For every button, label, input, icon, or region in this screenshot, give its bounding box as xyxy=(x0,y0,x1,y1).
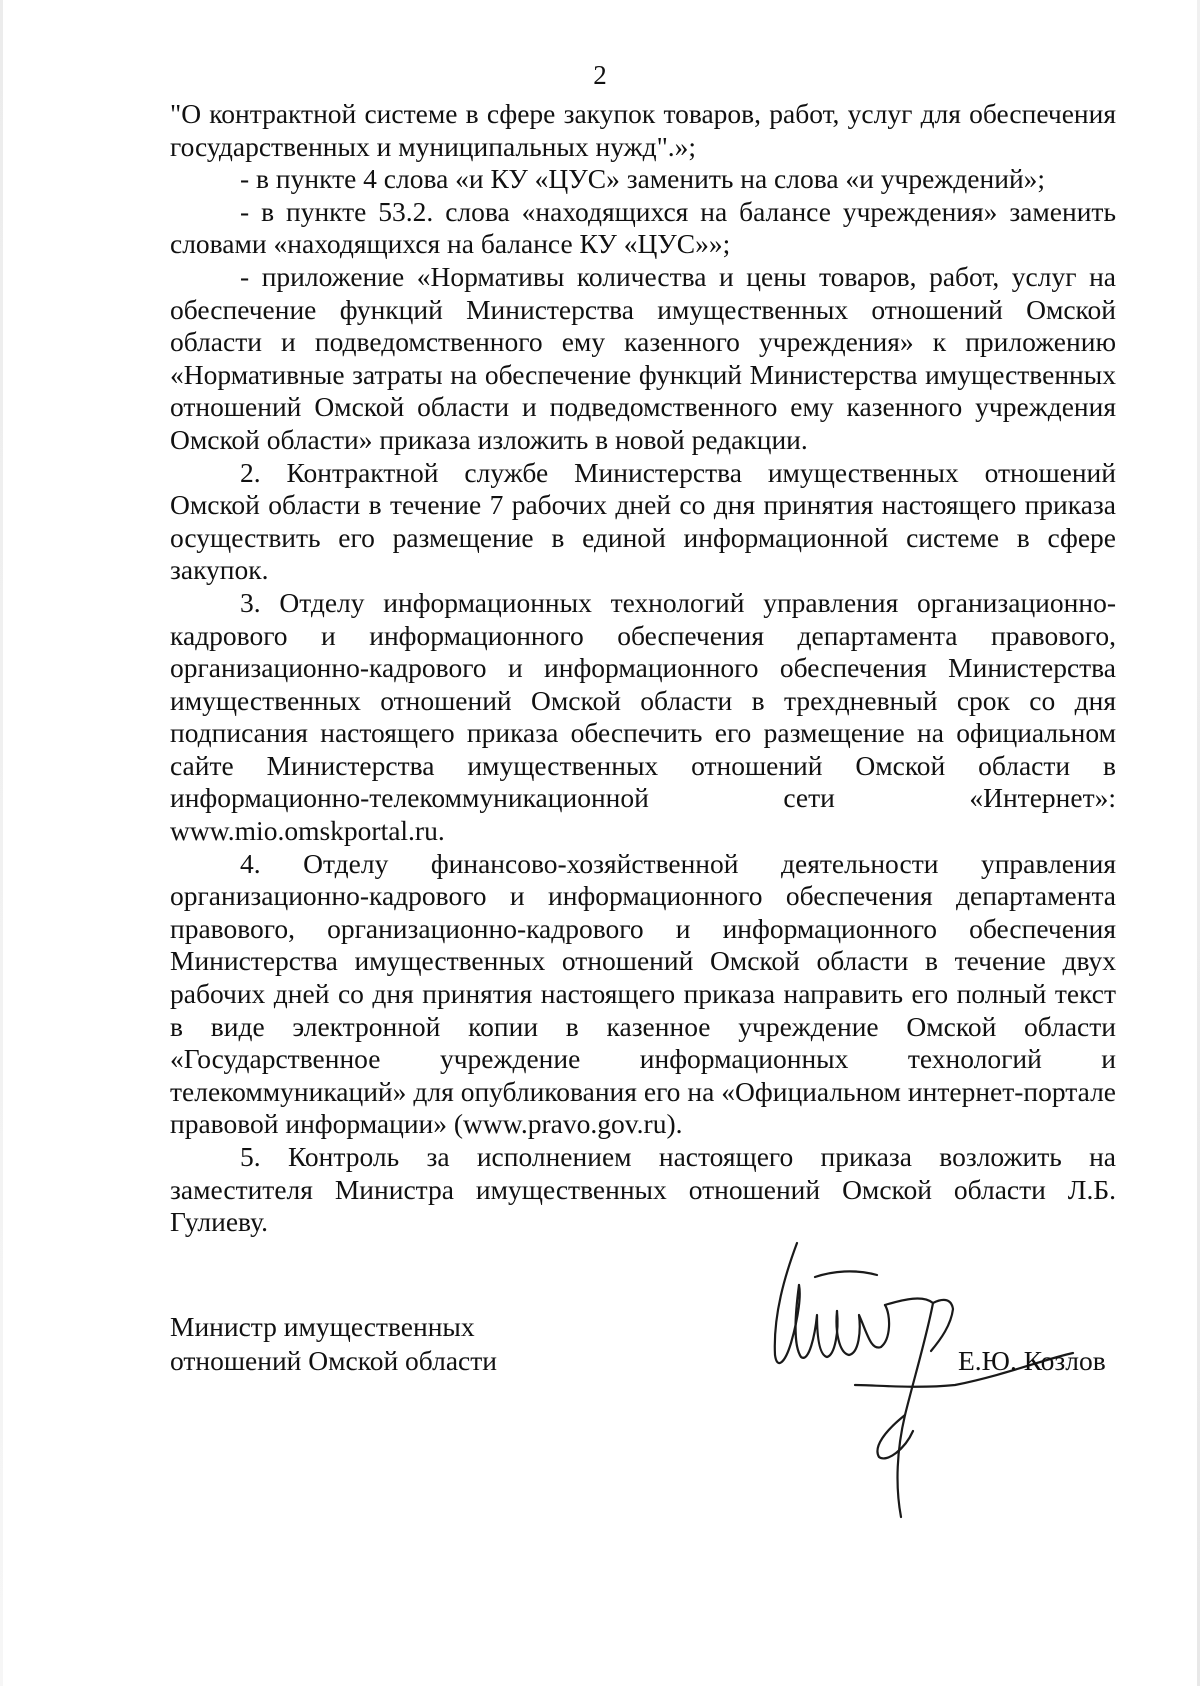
document-body xyxy=(170,98,1116,1239)
paragraph-item-53-2-change: - в пункте 53.2. слова «находящихся на балансе учреждения» заменить словами «находящихся на балансе КУ «ЦУС»»; xyxy=(170,195,1116,260)
signatory-title-line-2: отношений Омской области xyxy=(170,1345,497,1376)
paragraph-item-4-change: - в пункте 4 слова «и КУ «ЦУС» заменить на слова «и учреждений»; xyxy=(240,163,1046,195)
page-number: 2 xyxy=(593,60,607,90)
signatory-name: Е.Ю. Козлов xyxy=(958,1345,1106,1376)
paragraph-point-2: 2. Контрактной службе Министерства имущественных отношений Омской области в течение 7 рабочих дней со дня принятия настоящего приказа осуществить его размещение в единой информационной системе в сфере закупок. xyxy=(170,456,1116,586)
paragraph-point-4: 4. Отделу финансово-хозяйственной деятельности управления организационно-кадрового и информационного обеспечения департамента правового, организационно-кадрового и информационного обеспечения Министерства имущественных отношений Омской области в течение двух рабочих дней со дня принятия настоящего приказа направить его полный текст в виде электронной копии в казенное учреждение Омской области «Государственное учреждение информационных технологий и телекоммуникаций» для опубликования его на «Официальном интернет-портале правовой информации» (www.pravo.gov.ru). xyxy=(170,847,1116,1140)
signatory-title-line-1: Министр имущественных xyxy=(170,1311,475,1342)
paragraph-appendix-change: - приложение «Нормативы количества и цены товаров, работ, услуг на обеспечение функций Министерства имущественных отношений Омской области и подведомственного ему казенного учреждения» к приложению «Нормативные затраты на обеспечение функций Министерства имущественных отношений Омской области и подведомственного ему казенного учреждения Омской области» приказа изложить в новой редакции. xyxy=(170,260,1116,455)
paragraph-point-3: 3. Отделу информационных технологий управления организационно-кадрового и информационного обеспечения департамента правового, организационно-кадрового и информационного обеспечения Министерства имущественных отношений Омской области в трехдневный срок со дня подписания настоящего приказа обеспечить его размещение на официальном сайте Министерства имущественных отношений Омской области в информационно-телекоммуникационной сети «Интернет»: www.mio.omskportal.ru. xyxy=(170,586,1116,847)
scan-edge-left xyxy=(0,0,3,1686)
signatory-title xyxy=(170,1310,497,1378)
handwritten-signature xyxy=(755,1235,1075,1525)
paragraph-law-reference: "О контрактной системе в сфере закупок товаров, работ, услуг для обеспечения государственных и муниципальных нужд".»; xyxy=(170,98,1116,162)
paragraph-point-5: 5. Контроль за исполнением настоящего приказа возложить на заместителя Министра имущественных отношений Омской области Л.Б. Гулиеву. xyxy=(170,1141,1116,1238)
